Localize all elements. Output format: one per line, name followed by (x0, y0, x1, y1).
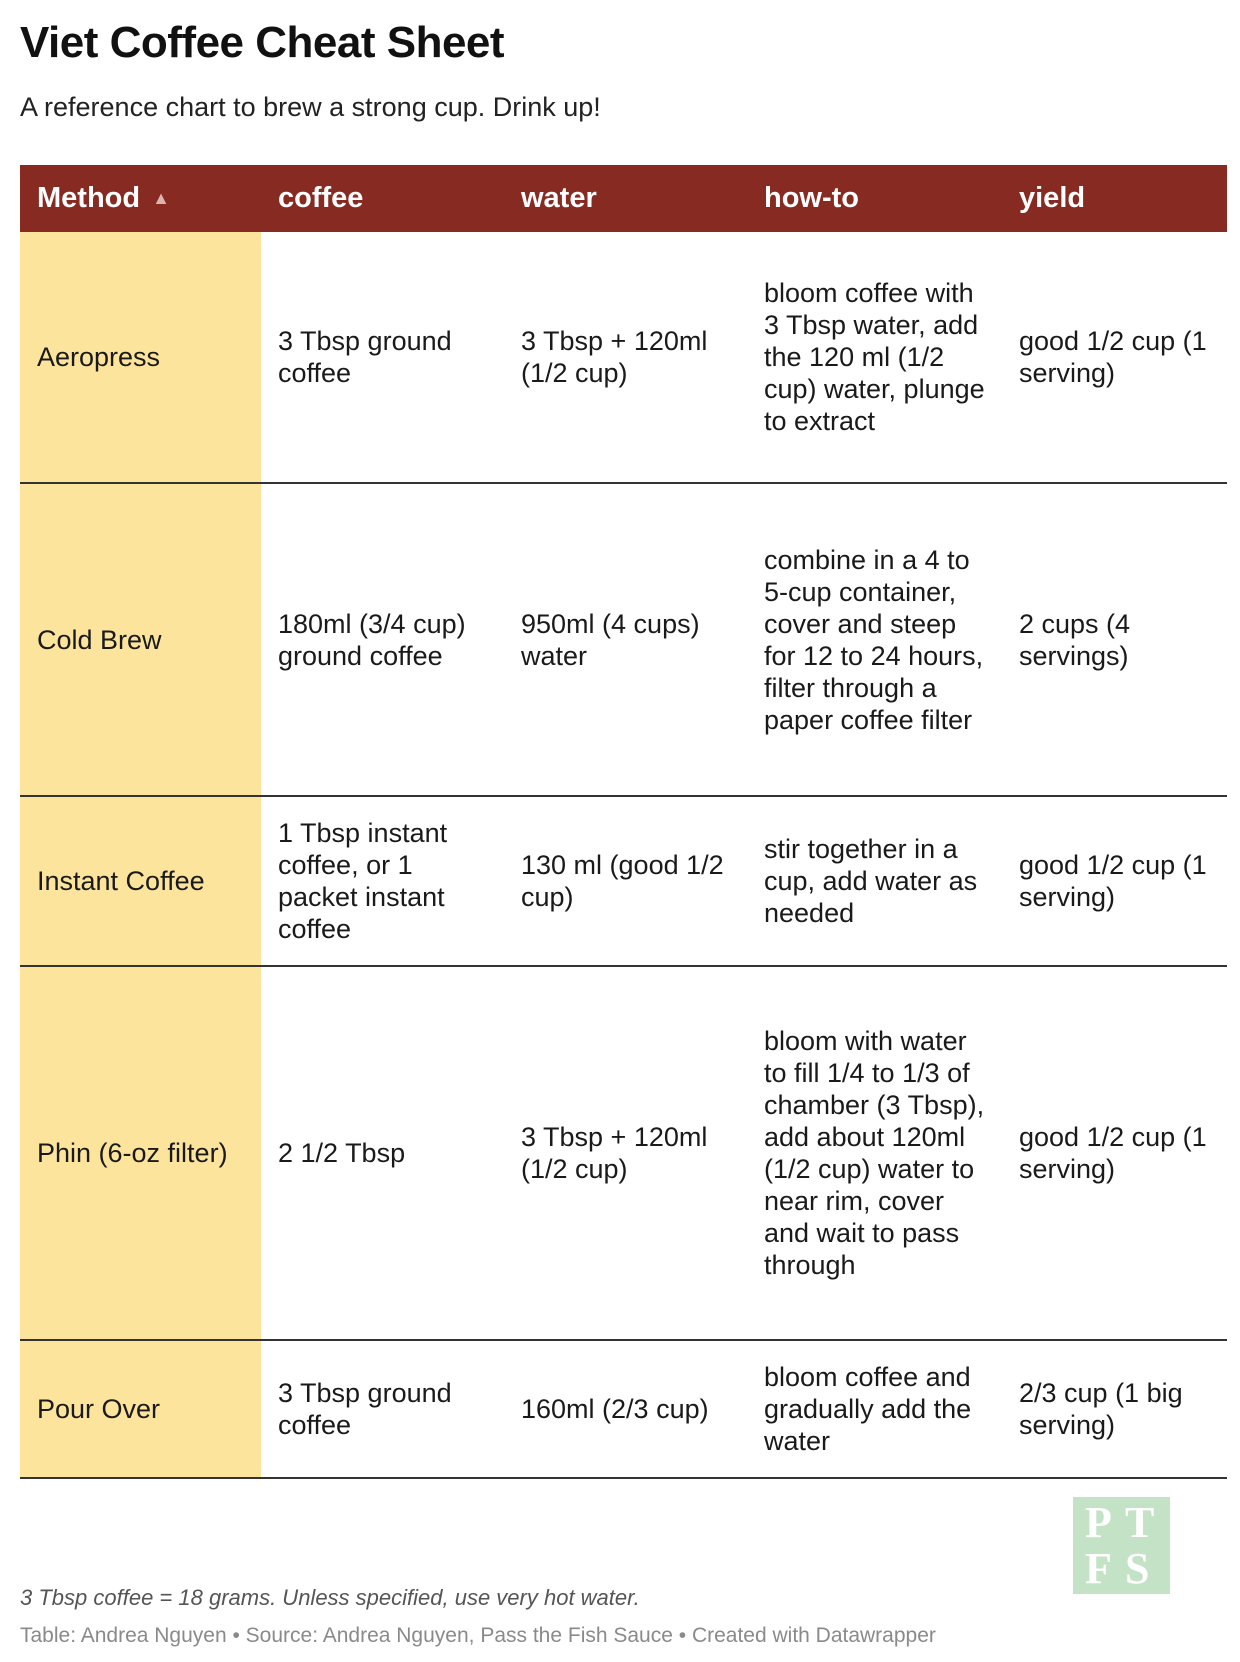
cell-method: Cold Brew (20, 483, 261, 796)
table-row (20, 796, 1227, 966)
column-header-label: water (521, 182, 597, 214)
column-header-label: coffee (278, 182, 364, 214)
cell-yield: 2 cups (4 servings) (1002, 483, 1227, 796)
cell-how-to: stir together in a cup, add water as needed (747, 796, 1002, 966)
table-row (20, 966, 1227, 1340)
ptfs-logo (1073, 1497, 1170, 1594)
header-row (20, 165, 1227, 232)
coffee-table (20, 165, 1227, 1479)
logo-letter: T (1125, 1498, 1155, 1547)
column-header-water[interactable] (504, 165, 747, 232)
cell-yield: good 1/2 cup (1 serving) (1002, 232, 1227, 483)
table-row (20, 483, 1227, 796)
cell-yield: good 1/2 cup (1 serving) (1002, 796, 1227, 966)
cell-yield: 2/3 cup (1 big serving) (1002, 1340, 1227, 1478)
cell-coffee: 2 1/2 Tbsp (261, 966, 504, 1340)
cell-method: Phin (6-oz filter) (20, 966, 261, 1340)
page-title: Viet Coffee Cheat Sheet (20, 18, 505, 67)
table-notes: 3 Tbsp coffee = 18 grams. Unless specified, use very hot water. (20, 1585, 640, 1610)
logo-letter: P (1085, 1498, 1112, 1547)
cell-method: Instant Coffee (20, 796, 261, 966)
cell-water: 160ml (2/3 cup) (504, 1340, 747, 1478)
cell-how-to: bloom coffee with 3 Tbsp water, add the 120 ml (1/2 cup) water, plunge to extract (747, 232, 1002, 483)
column-header-coffee[interactable] (261, 165, 504, 232)
cell-water: 130 ml (good 1/2 cup) (504, 796, 747, 966)
cell-coffee: 180ml (3/4 cup) ground coffee (261, 483, 504, 796)
cell-water: 950ml (4 cups) water (504, 483, 747, 796)
cell-method: Aeropress (20, 232, 261, 483)
cell-water: 3 Tbsp + 120ml (1/2 cup) (504, 232, 747, 483)
logo-letter: S (1125, 1544, 1150, 1593)
table-credits: Table: Andrea Nguyen • Source: Andrea Nguyen, Pass the Fish Sauce • Created with Datawrapper (20, 1624, 936, 1647)
sort-ascending-icon[interactable]: ▲ (152, 188, 170, 208)
table-row (20, 1340, 1227, 1478)
column-header-method[interactable] (20, 165, 261, 232)
table-header (20, 165, 1227, 232)
table-row (20, 232, 1227, 483)
cell-method: Pour Over (20, 1340, 261, 1478)
column-header-how-to[interactable] (747, 165, 1002, 232)
cell-how-to: bloom coffee and gradually add the water (747, 1340, 1002, 1478)
cell-coffee: 3 Tbsp ground coffee (261, 232, 504, 483)
page-subtitle: A reference chart to brew a strong cup. Drink up! (20, 92, 601, 122)
cell-coffee: 3 Tbsp ground coffee (261, 1340, 504, 1478)
cell-how-to: combine in a 4 to 5-cup container, cover and steep for 12 to 24 hours, filter through a paper coffee filter (747, 483, 1002, 796)
column-header-label: Method (37, 182, 141, 214)
cell-yield: good 1/2 cup (1 serving) (1002, 966, 1227, 1340)
column-header-label: yield (1019, 182, 1086, 214)
column-header-yield[interactable] (1002, 165, 1227, 232)
cell-water: 3 Tbsp + 120ml (1/2 cup) (504, 966, 747, 1340)
table-body (20, 232, 1227, 1478)
cell-coffee: 1 Tbsp instant coffee, or 1 packet instant coffee (261, 796, 504, 966)
cell-how-to: bloom with water to fill 1/4 to 1/3 of chamber (3 Tbsp), add about 120ml (1/2 cup) water to near rim, cover and wait to pass through (747, 966, 1002, 1340)
column-header-label: how-to (764, 182, 860, 214)
logo-letter: F (1085, 1544, 1112, 1593)
